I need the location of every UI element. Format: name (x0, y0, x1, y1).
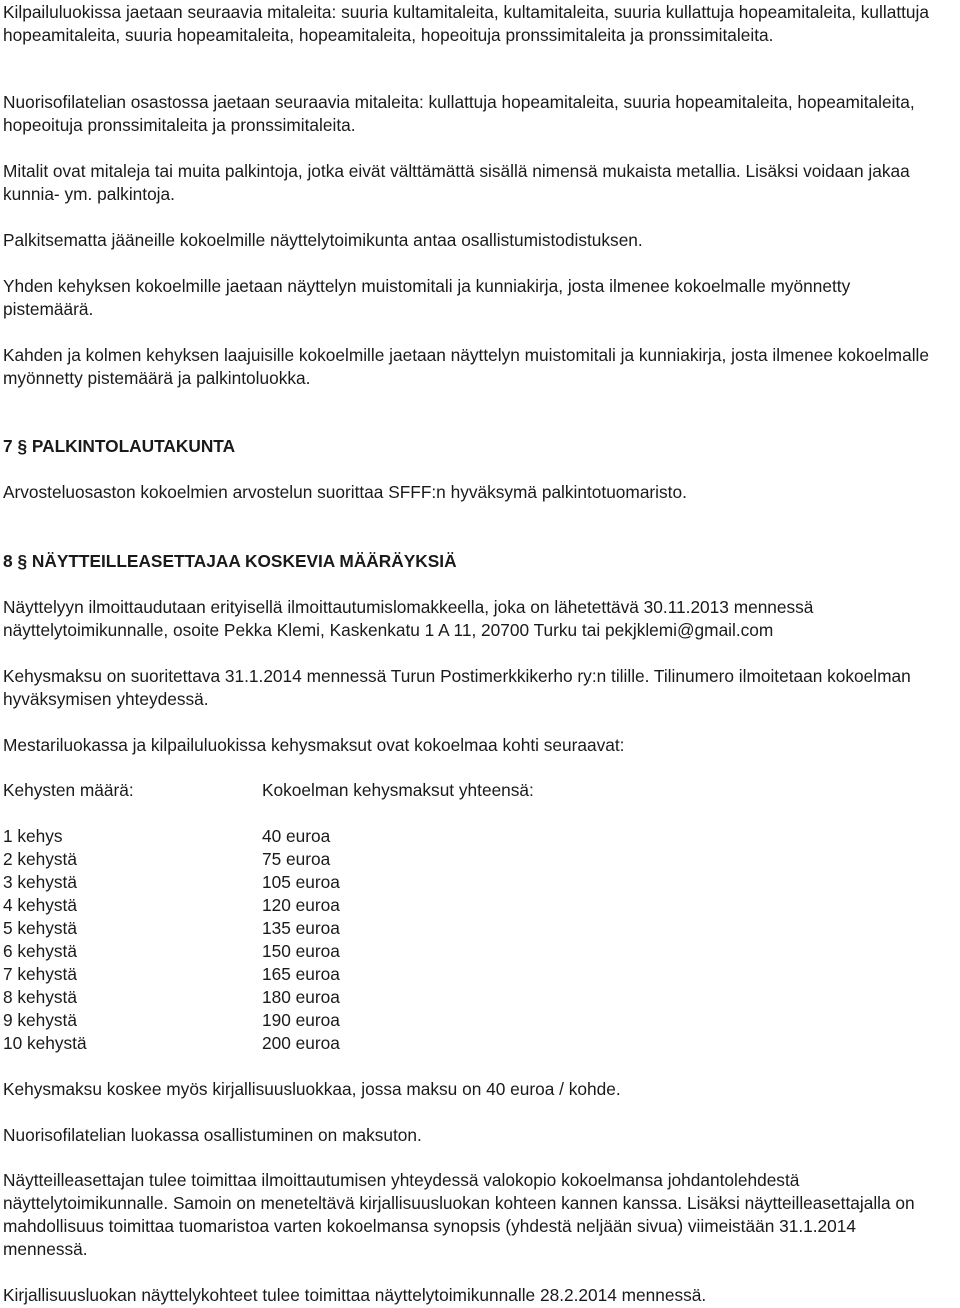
table-row (3, 986, 703, 1009)
frames-cell: 4 kehystä (3, 895, 77, 915)
fee-table-header (3, 779, 703, 802)
fee-cell: 190 euroa (262, 1010, 340, 1030)
registration-line-1: Näyttelyyn ilmoittaudutaan erityisellä ilmoittautumislomakkeella, joka on lähetettävä 30.11.2013 mennessä (3, 597, 814, 617)
fee-cell: 120 euroa (262, 895, 340, 915)
fee-cell: 105 euroa (262, 872, 340, 892)
fee-cell: 150 euroa (262, 941, 340, 961)
table-row (3, 940, 703, 963)
paragraph-frame-fee-payment: Kehysmaksu on suoritettava 31.1.2014 mennessä Turun Postimerkkikerho ry:n tilille. Tilinumero ilmoitetaan kokoelman hyväksymisen yhteydessä. (3, 666, 911, 709)
frames-cell: 6 kehystä (3, 941, 77, 961)
frames-cell: 8 kehystä (3, 987, 77, 1007)
section-7-heading (3, 435, 235, 458)
table-row (3, 894, 703, 917)
frames-cell: 2 kehystä (3, 849, 77, 869)
fee-cell: 135 euroa (262, 918, 340, 938)
frames-cell: 10 kehystä (3, 1033, 87, 1053)
section-title: NÄYTTEILLEASETTAJAA KOSKEVIA MÄÄRÄYKSIÄ (31, 551, 457, 571)
paragraph-medal-classes: Kilpailuluokissa jaetaan seuraavia mitaleita: suuria kultamitaleita, kultamitaleita, suuria kullattuja hopeamitaleita, kullattuja hopeamitaleita, suuria hopeamitaleita, hopeamitaleita, hopeoituja pronssimitaleita ja pronssimitaleita. (3, 2, 929, 45)
table-row (3, 825, 703, 848)
fee-cell: 40 euroa (262, 826, 331, 846)
fee-cell: 200 euroa (262, 1033, 340, 1053)
fee-cell: 75 euroa (262, 849, 331, 869)
paragraph-submission-copies: Näytteilleasettajan tulee toimittaa ilmoittautumisen yhteydessä valokopio kokoelmansa johdantolehdestä näyttelytoimikunnalle. Samoin on meneteltävä kirjallisuusluokan kohteen kannen kanssa. Lisäksi näytteilleasettajalla on mahdollisuus toimittaa tuomaristoa varten kokoelmansa synopsis (yhdestä neljään sivua) viimeistään 31.1.2014 mennessä. (3, 1170, 915, 1259)
frames-cell: 5 kehystä (3, 918, 77, 938)
frames-cell: 1 kehys (3, 826, 63, 846)
paragraph-medal-note: Mitalit ovat mitaleja tai muita palkintoja, jotka eivät välttämättä sisällä nimensä mukaista metallia. Lisäksi voidaan jakaa kunnia- ym. palkintoja. (3, 161, 910, 204)
table-row (3, 848, 703, 871)
section-title: PALKINTOLAUTAKUNTA (31, 436, 236, 456)
paragraph-youth-medals: Nuorisofilatelian osastossa jaetaan seuraavia mitaleita: kullattuja hopeamitaleita, suuria hopeamitaleita, hopeamitaleita, hopeoituja pronssimitaleita ja pronssimitaleita. (3, 92, 915, 135)
section-symbol: § (17, 551, 28, 571)
table-row (3, 917, 703, 940)
paragraph-jury: Arvosteluosaston kokoelmien arvostelun suorittaa SFFF:n hyväksymä palkintotuomaristo. (3, 482, 687, 502)
table-row (3, 1032, 703, 1055)
header-frames: Kehysten määrä: (3, 780, 134, 800)
table-row (3, 963, 703, 986)
frames-cell: 9 kehystä (3, 1010, 77, 1030)
section-symbol: § (17, 436, 28, 456)
header-fee: Kokoelman kehysmaksut yhteensä: (262, 780, 534, 800)
frames-cell: 7 kehystä (3, 964, 77, 984)
section-number: 8 (3, 551, 13, 571)
section-number: 7 (3, 436, 13, 456)
section-8-heading (3, 550, 457, 573)
fee-table (3, 779, 703, 1055)
paragraph-literature-deadline: Kirjallisuusluokan näyttelykohteet tulee toimittaa näyttelytoimikunnalle 28.2.2014 mennessä. (3, 1285, 707, 1305)
table-row (3, 871, 703, 894)
registration-line-2: näyttelytoimikunnalle, osoite Pekka Klemi, Kaskenkatu 1 A 11, 20700 Turku tai pekjklemi@gmail.com (3, 620, 774, 640)
paragraph-one-frame-awards: Yhden kehyksen kokoelmille jaetaan näyttelyn muistomitali ja kunniakirja, josta ilmenee kokoelmalle myönnetty pistemäärä. (3, 276, 851, 319)
fee-cell: 165 euroa (262, 964, 340, 984)
paragraph-participation-certificate: Palkitsematta jääneille kokoelmille näyttelytoimikunta antaa osallistumistodistuksen. (3, 230, 643, 250)
table-row (3, 1009, 703, 1032)
paragraph-multi-frame-awards: Kahden ja kolmen kehyksen laajuisille kokoelmille jaetaan näyttelyn muistomitali ja kunniakirja, josta ilmenee kokoelmalle myönnetty pistemäärä ja palkintoluokka. (3, 345, 929, 388)
fee-cell: 180 euroa (262, 987, 340, 1007)
paragraph-youth-free: Nuorisofilatelian luokassa osallistuminen on maksuton. (3, 1125, 422, 1145)
paragraph-literature-fee: Kehysmaksu koskee myös kirjallisuusluokkaa, jossa maksu on 40 euroa / kohde. (3, 1079, 621, 1099)
frames-cell: 3 kehystä (3, 872, 77, 892)
paragraph-fee-intro: Mestariluokassa ja kilpailuluokissa kehysmaksut ovat kokoelmaa kohti seuraavat: (3, 735, 625, 755)
paragraph-registration (3, 596, 960, 642)
